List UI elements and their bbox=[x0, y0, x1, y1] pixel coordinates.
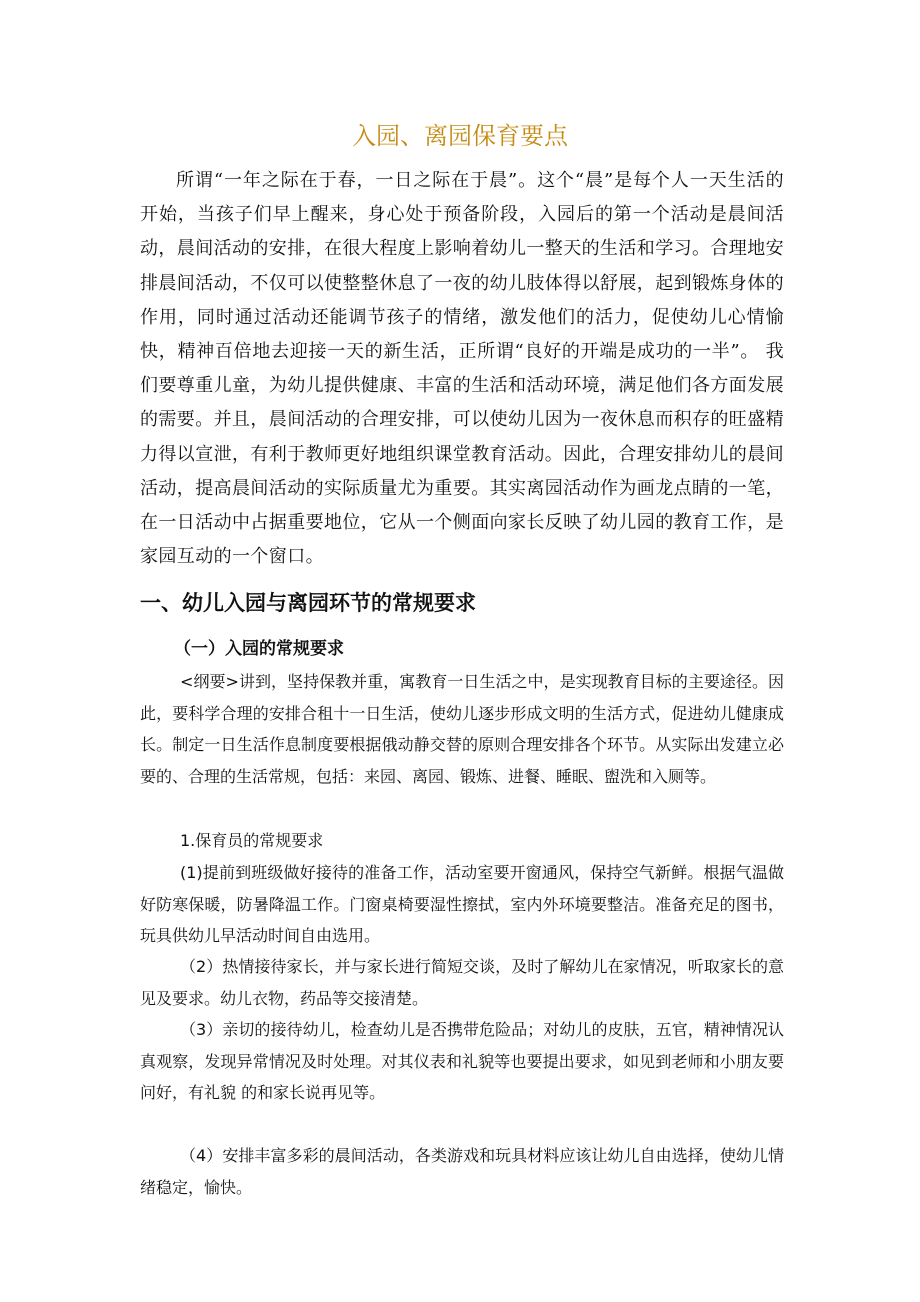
page-title: 入园、离园保育要点 bbox=[352, 122, 568, 150]
item-heading: 1.保育员的常规要求 bbox=[180, 831, 324, 850]
subsection-heading: （一）入园的常规要求 bbox=[174, 639, 344, 659]
list-item-2: （2）热情接待家长，并与家长进行简短交谈，及时了解幼儿在家情况，听取家长的意见及要求。幼儿衣物，药品等交接清楚。 bbox=[140, 957, 784, 1008]
list-item-4: （4）安排丰富多彩的晨间活动，各类游戏和玩具材料应该让幼儿自由选择，使幼儿情绪稳定，愉快。 bbox=[140, 1146, 784, 1197]
section-heading: 一、幼儿入园与离园环节的常规要求 bbox=[140, 591, 476, 615]
gangyao-paragraph: <纲要>讲到，坚持保教并重，寓教育一日生活之中，是实现教育目标的主要途径。因此，要科学合理的安排合租十一日生活，使幼儿逐步形成文明的生活方式，促进幼儿健康成长。制定一日生活作息制度要根据俄动静交替的原则合理安排各个环节。从实际出发建立必要的、合理的生活常规，包括：来园、离园、锻炼、进餐、睡眠、盥洗和入厕等。 bbox=[140, 672, 784, 786]
list-item-3: （3）亲切的接待幼儿，检查幼儿是否携带危险品；对幼儿的皮肤，五官，精神情况认真观察，发现异常情况及时处理。对其仪表和礼貌等也要提出要求，如见到老师和小朋友要问好，有礼貌 的和家长说再见等。 bbox=[140, 1020, 784, 1102]
list-item-1: (1)提前到班级做好接待的准备工作，活动室要开窗通风，保持空气新鲜。根据气温做好防寒保暖，防暑降温工作。门窗桌椅要湿性擦拭，室内外环境要整洁。准备充足的图书，玩具供幼儿早活动时间自由选用。 bbox=[140, 863, 784, 945]
intro-paragraph: 所谓“一年之际在于春，一日之际在于晨”。这个“晨”是每个人一天生活的开始，当孩子们早上醒来，身心处于预备阶段，入园后的第一个活动是晨间活动，晨间活动的安排，在很大程度上影响着幼儿一整天的生活和学习。合理地安排晨间活动，不仅可以使整整休息了一夜的幼儿肢体得以舒展，起到锻炼身体的作用，同时通过活动还能调节孩子的情绪，激发他们的活力，促使幼儿心情愉快，精神百倍地去迎接一天的新生活，正所谓“良好的开端是成功的一半”。 我们要尊重儿童，为幼儿提供健康、丰富的生活和活动环境，满足他们各方面发展的需要。并且，晨间活动的合理安排，可以使幼儿因为一夜休息而积存的旺盛精力得以宣泄，有利于教师更好地组织课堂教育活动。因此，合理安排幼儿的晨间活动，提高晨间活动的实际质量尤为重要。其实离园活动作为画龙点睛的一笔，在一日活动中占据重要地位，它从一个侧面向家长反映了幼儿园的教育工作，是家园互动的一个窗口。 bbox=[140, 170, 784, 568]
